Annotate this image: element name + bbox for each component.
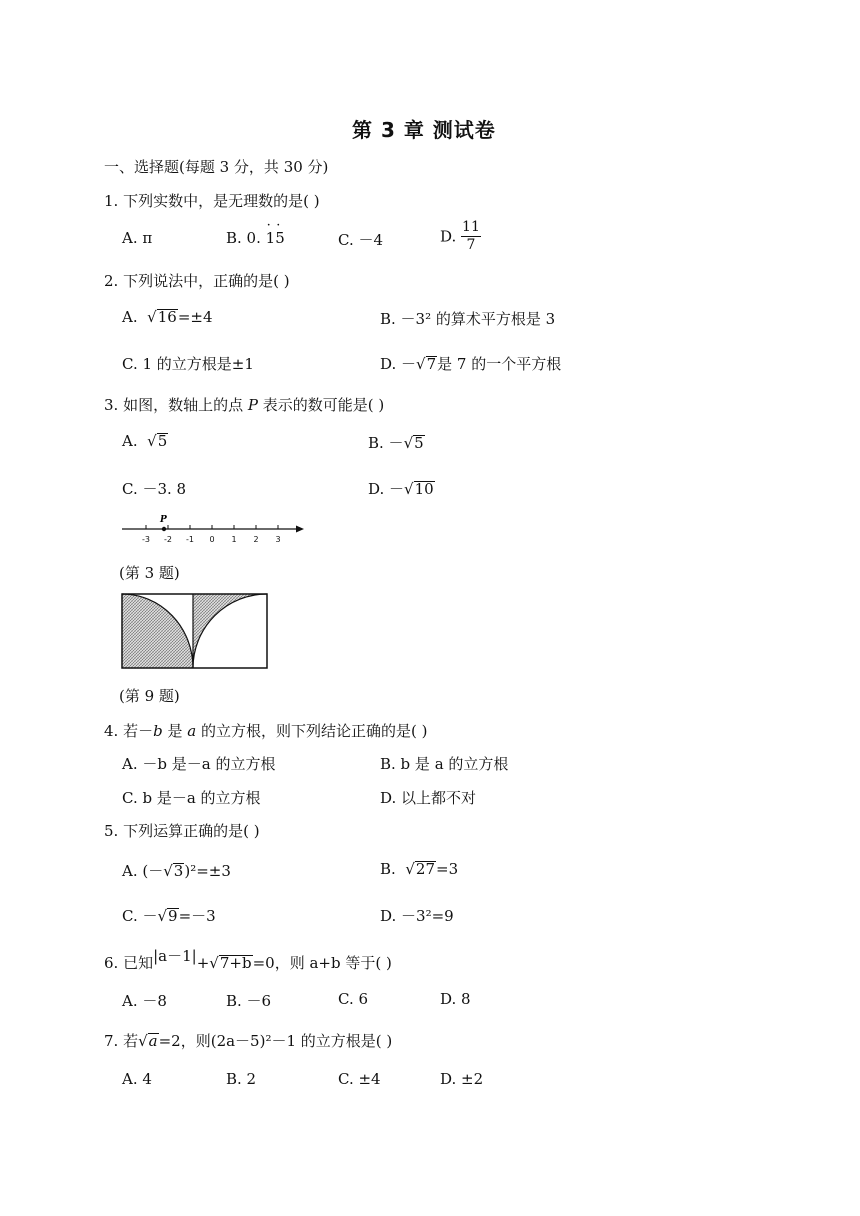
q1-option-d: D. $\frac{11}{7}$ <box>440 219 480 253</box>
q1-option-a: A. π <box>122 229 153 247</box>
q7-stem: 7. 若√a=2，则(2a－5)²－1 的立方根是( ) <box>104 1032 393 1050</box>
q6-option-b: B. －6 <box>226 992 272 1010</box>
tick-label: -1 <box>186 535 194 544</box>
q2-option-a: A. √16=±4 <box>122 308 213 326</box>
q4-option-b: B. b 是 a 的立方根 <box>380 755 509 773</box>
tick-label: 1 <box>231 535 237 544</box>
q6-option-d: D. 8 <box>440 990 471 1008</box>
number-line-figure <box>118 512 308 548</box>
q1-option-b: B. 0. · 1· 5 <box>226 229 285 247</box>
q5-option-b: B. √27=3 <box>380 860 459 878</box>
fraction: $\frac{11}{7}$ <box>462 219 480 253</box>
figure-caption-q3: (第 3 题) <box>119 564 180 582</box>
section-heading: 一、选择题(每题 3 分，共 30 分) <box>104 158 329 176</box>
figure-caption-q9: (第 9 题) <box>119 687 180 705</box>
q3-stem: 3. 如图，数轴上的点 P 表示的数可能是( ) <box>104 396 385 414</box>
q3-option-a: A. √5 <box>122 432 168 450</box>
q2-option-b: B. －3² 的算术平方根是 3 <box>380 310 556 328</box>
tick-label: 3 <box>275 535 281 544</box>
tick-label: -2 <box>164 535 172 544</box>
q3-option-d: D. －√10 <box>368 480 434 498</box>
point-p-label: P <box>160 515 167 525</box>
q2-option-c: C. 1 的立方根是±1 <box>122 355 254 373</box>
q7-option-a: A. 4 <box>122 1070 152 1088</box>
repeating-digit: · 1 <box>266 229 276 247</box>
repeating-digit: · 5 <box>275 229 285 247</box>
q7-option-b: B. 2 <box>226 1070 257 1088</box>
shaded-region-left <box>122 594 193 668</box>
q6-option-a: A. －8 <box>122 992 167 1010</box>
q6-stem: 6. 已知|a－1|+√7+b=0，则 a+b 等于( ) <box>104 947 392 972</box>
q2-option-d: D. －√7是 7 的一个平方根 <box>380 355 562 373</box>
q1-stem: 1. 下列实数中，是无理数的是( ) <box>104 192 320 210</box>
tick-label: 0 <box>209 535 215 544</box>
q5-option-d: D. －3²=9 <box>380 907 454 925</box>
tick-label: -3 <box>142 535 150 544</box>
q4-option-d: D. 以上都不对 <box>380 789 477 807</box>
point-p <box>162 527 166 531</box>
q4-option-a: A. －b 是－a 的立方根 <box>122 755 276 773</box>
axis-arrow <box>296 526 304 533</box>
q5-option-a: A. (－√3)²=±3 <box>122 862 231 880</box>
q3-option-c: C. －3. 8 <box>122 480 187 498</box>
tick-label: 2 <box>253 535 259 544</box>
shaded-region-right <box>193 594 267 668</box>
q6-option-c: C. 6 <box>338 990 369 1008</box>
q4-stem: 4. 若－b 是 a 的立方根，则下列结论正确的是( ) <box>104 722 428 740</box>
absolute-value: |a－1| <box>153 947 197 965</box>
page-title: 第 3 章 测试卷 <box>352 118 496 142</box>
q4-option-c: C. b 是－a 的立方根 <box>122 789 261 807</box>
quarter-circle-figure <box>120 592 270 672</box>
q7-option-d: D. ±2 <box>440 1070 484 1088</box>
q1-option-c: C. －4 <box>338 231 384 249</box>
q5-stem: 5. 下列运算正确的是( ) <box>104 822 260 840</box>
q3-option-b: B. －√5 <box>368 434 424 452</box>
q5-option-c: C. －√9=－3 <box>122 907 216 925</box>
q2-stem: 2. 下列说法中，正确的是( ) <box>104 272 290 290</box>
q7-option-c: C. ±4 <box>338 1070 381 1088</box>
